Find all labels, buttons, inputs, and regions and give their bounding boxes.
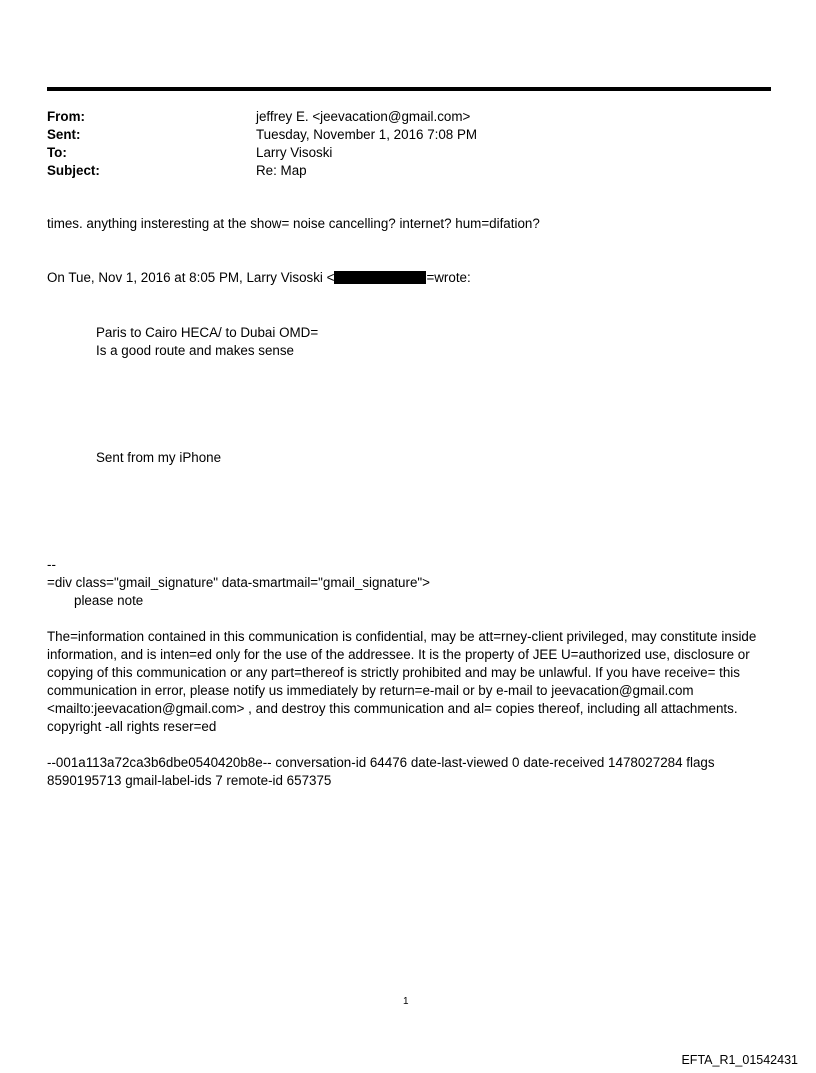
to-row xyxy=(47,144,747,162)
sent-from-line: Sent from my iPhone xyxy=(96,450,222,465)
to-label: To: xyxy=(47,145,67,160)
email-header xyxy=(47,108,747,180)
disclaimer-paragraph: The=information contained in this communication is confidential, may be att=rney-client privileged, may constitute inside information, and is inten=ed only for the use of the addressee. It is the property of JEE U=authorized use, disclosure or copying of this communication or any part=thereof is strictly prohibited and may be unlawful. If you have receive= this communication in error, please notify us immediately by return=e-mail or by e-mail to jeevacation@gmail.com <mailto:jeevacation@gmail.com> , and destroy this communication and al= copies thereof, including all attachments. copyright -all rights reser=ed xyxy=(47,629,757,734)
sent-row xyxy=(47,126,747,144)
from-value: jeffrey E. <jeevacation@gmail.com> xyxy=(256,109,471,124)
bates-number: EFTA_R1_01542431 xyxy=(681,1053,798,1067)
reply-line: times. anything insteresting at the show= noise cancelling? internet? hum=difation? xyxy=(47,216,540,231)
from-label: From: xyxy=(47,109,85,124)
signature-div-markup: =div class="gmail_signature" data-smartmail="gmail_signature"> xyxy=(47,575,430,590)
sent-label: Sent: xyxy=(47,127,81,142)
to-value: Larry Visoski xyxy=(256,145,333,160)
redaction-block xyxy=(334,271,426,284)
page-number: 1 xyxy=(403,996,409,1007)
from-row xyxy=(47,108,747,126)
quoted-line-2: Is a good route and makes sense xyxy=(96,343,295,358)
quote-intro xyxy=(47,269,471,287)
quoted-line-1: Paris to Cairo HECA/ to Dubai OMD= xyxy=(96,325,319,340)
signature-note: please note xyxy=(74,593,144,608)
quote-intro-end: =wrote: xyxy=(426,270,471,285)
subject-label: Subject: xyxy=(47,163,100,178)
header-divider xyxy=(47,87,771,91)
subject-row xyxy=(47,162,747,180)
quote-intro-start: On Tue, Nov 1, 2016 at 8:05 PM, Larry Visoski < xyxy=(47,270,335,285)
subject-value: Re: Map xyxy=(256,163,307,178)
signature-dashes: -- xyxy=(47,557,56,572)
message-metadata: --001a113a72ca3b6dbe0540420b8e-- conversation-id 64476 date-last-viewed 0 date-received 1478027284 flags 8590195713 gmail-label-ids 7 remote-id 657375 xyxy=(47,755,715,788)
sent-value: Tuesday, November 1, 2016 7:08 PM xyxy=(256,127,478,142)
